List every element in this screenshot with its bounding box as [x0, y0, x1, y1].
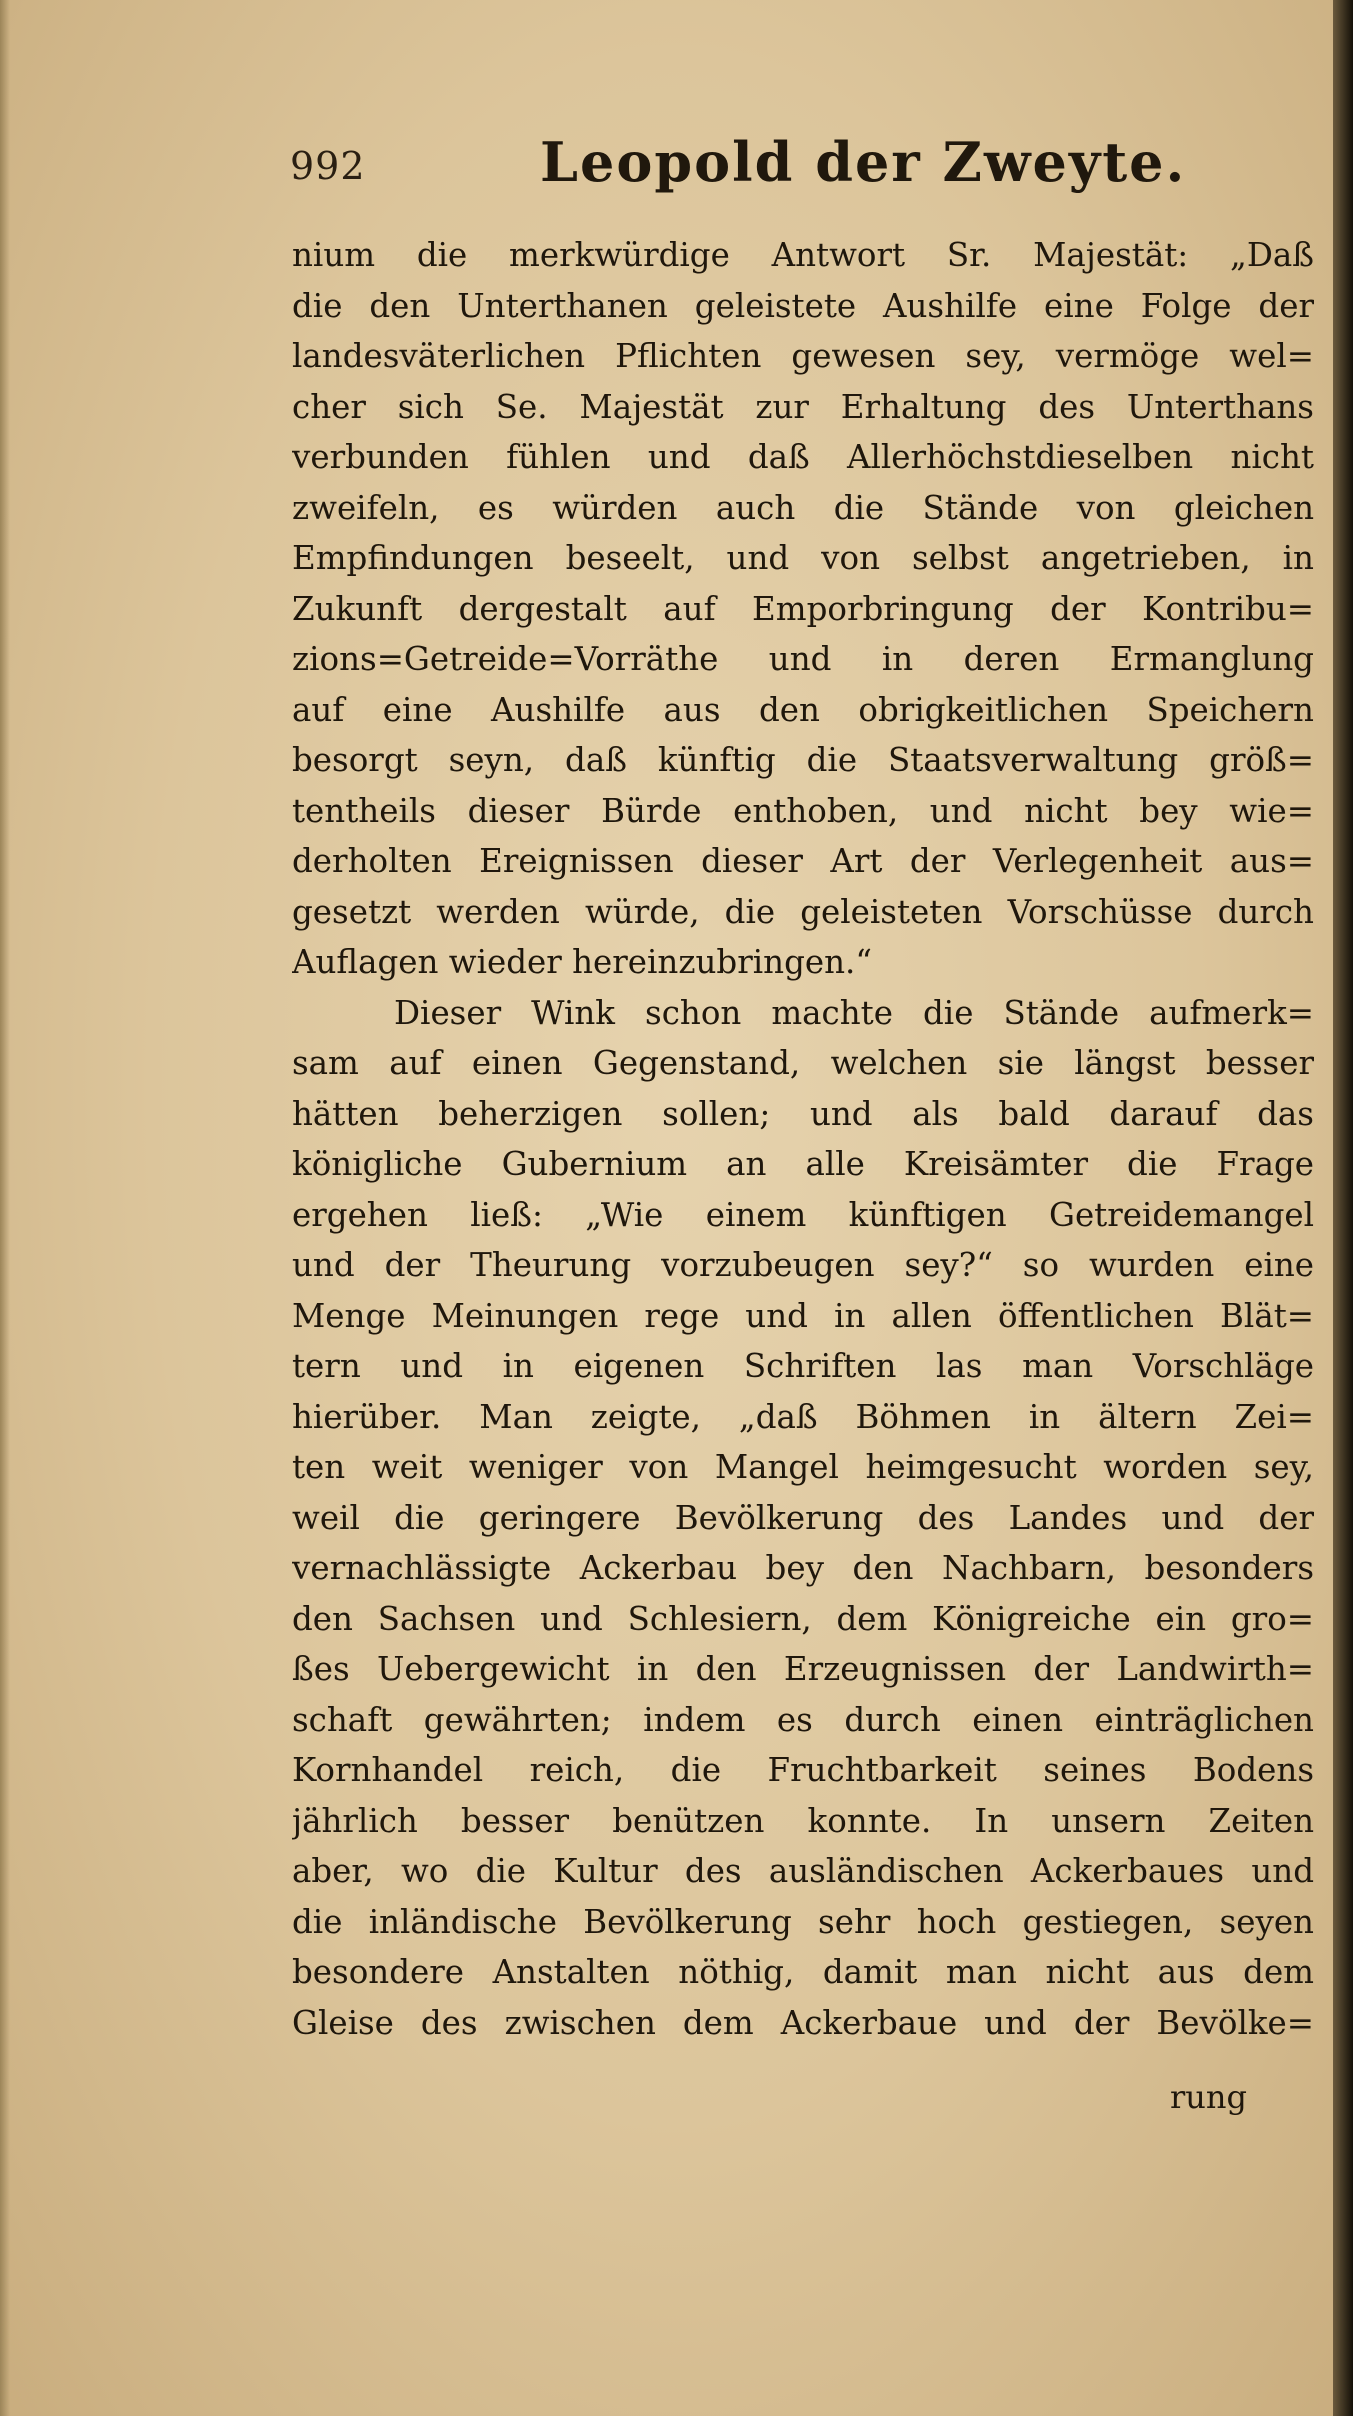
- page-left-edge-shadow: [0, 0, 10, 2416]
- text-line: gesetzt werden würde, die geleisteten Vorschüsse durch: [292, 892, 1314, 931]
- body-text: [292, 230, 1314, 2048]
- text-line: ten weit weniger von Mangel heimgesucht worden sey,: [292, 1448, 1314, 1486]
- text-line: tentheils dieser Bürde enthoben, und nicht bey wie=: [292, 791, 1314, 830]
- text-line: nium die merkwürdige Antwort Sr. Majestät: „Daß: [292, 236, 1314, 274]
- text-line: derholten Ereignissen dieser Art der Verlegenheit aus=: [292, 842, 1314, 880]
- text-line: Menge Meinungen rege und in allen öffentlichen Blät=: [292, 1296, 1314, 1335]
- text-line: Kornhandel reich, die Fruchtbarkeit seines Bodens: [292, 1751, 1314, 1789]
- running-title: Leopold der Zweyte.: [540, 130, 1187, 194]
- text-line: ßes Uebergewicht in den Erzeugnissen der Landwirth=: [292, 1650, 1314, 1688]
- text-line: zions=Getreide=Vorräthe und in deren Ermanglung: [292, 640, 1314, 678]
- text-line: besorgt seyn, daß künftig die Staatsverwaltung größ=: [292, 741, 1314, 779]
- text-line: den Sachsen und Schlesiern, dem Königreiche ein gro=: [292, 1599, 1314, 1638]
- text-line: ergehen ließ: „Wie einem künftigen Getreidemangel: [292, 1195, 1314, 1234]
- text-line: Zukunft dergestalt auf Emporbringung der Kontribu=: [292, 589, 1314, 628]
- text-line: jährlich besser benützen konnte. In unsern Zeiten: [292, 1801, 1314, 1840]
- page-right-edge-shadow: [1333, 0, 1353, 2416]
- text-line: besondere Anstalten nöthig, damit man nicht aus dem: [292, 1953, 1314, 1991]
- text-line: Gleise des zwischen dem Ackerbaue und der Bevölke=: [292, 2003, 1314, 2042]
- text-line: tern und in eigenen Schriften las man Vorschläge: [292, 1347, 1314, 1385]
- text-line: vernachlässigte Ackerbau bey den Nachbarn, besonders: [292, 1549, 1314, 1587]
- text-line: weil die geringere Bevölkerung des Landes und der: [292, 1498, 1314, 1537]
- text-line: aber, wo die Kultur des ausländischen Ackerbaues und: [292, 1852, 1314, 1890]
- page-number: 992: [290, 144, 366, 188]
- paragraph-end-line: Auflagen wieder hereinzubringen.“: [292, 943, 873, 981]
- text-line: die inländische Bevölkerung sehr hoch gestiegen, seyen: [292, 1902, 1314, 1941]
- paragraph-start-line: Dieser Wink schon machte die Stände aufmerk=: [394, 993, 1314, 1032]
- page-header: [290, 130, 1310, 200]
- text-line: hätten beherzigen sollen; und als bald darauf das: [292, 1094, 1314, 1133]
- text-line: zweifeln, es würden auch die Stände von gleichen: [292, 488, 1314, 527]
- text-line: sam auf einen Gegenstand, welchen sie längst besser: [292, 1044, 1314, 1082]
- text-line: und der Theurung vorzubeugen sey?“ so wurden eine: [292, 1246, 1314, 1284]
- text-line: königliche Gubernium an alle Kreisämter die Frage: [292, 1145, 1314, 1183]
- text-line: die den Unterthanen geleistete Aushilfe eine Folge der: [292, 286, 1314, 325]
- text-line: Empfindungen beseelt, und von selbst angetrieben, in: [292, 539, 1314, 577]
- text-line: hierüber. Man zeigte, „daß Böhmen in ältern Zei=: [292, 1397, 1314, 1436]
- text-line: verbunden fühlen und daß Allerhöchstdieselben nicht: [292, 438, 1314, 476]
- text-line: cher sich Se. Majestät zur Erhaltung des Unterthans: [292, 387, 1314, 426]
- text-line: auf eine Aushilfe aus den obrigkeitlichen Speichern: [292, 690, 1314, 729]
- text-line: landesväterlichen Pflichten gewesen sey, vermöge wel=: [292, 337, 1314, 375]
- text-line: schaft gewährten; indem es durch einen einträglichen: [292, 1700, 1314, 1739]
- catchword: rung: [1170, 2078, 1247, 2116]
